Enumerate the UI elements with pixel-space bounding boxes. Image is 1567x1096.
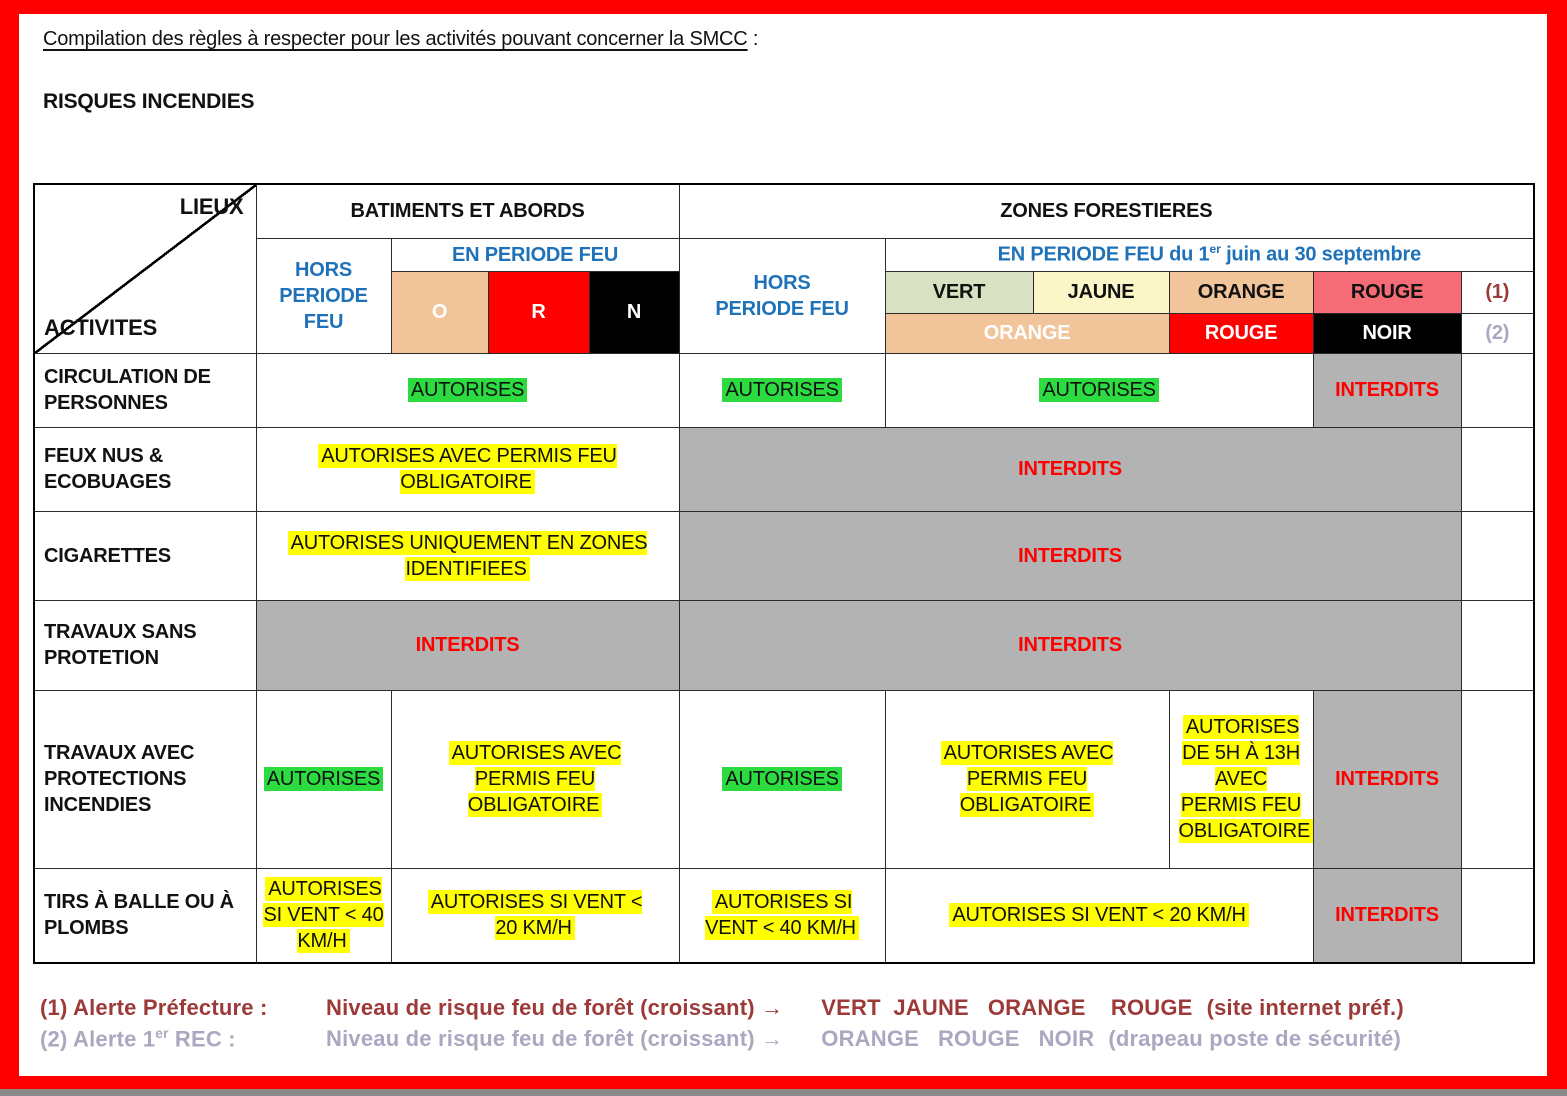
cell-travaux-avec-zf-vert-jaune — [885, 690, 1169, 868]
level-cell-rouge-rec: ROUGE — [1169, 313, 1313, 353]
cell-travaux-sans-zones: INTERDITS — [679, 600, 1461, 690]
note-1-marker: (1) — [1461, 271, 1534, 313]
cell-circulation-zf-vert-jaune-orange — [885, 353, 1313, 427]
corner-lieux-label: LIEUX — [179, 194, 244, 219]
footnote-2-label — [40, 1026, 326, 1052]
cell-travaux-avec-zf-hors — [679, 690, 885, 868]
page-border-bottom-gray — [0, 1089, 1567, 1096]
authorized-permit-highlight: AUTORISES AVEC PERMIS FEU OBLIGATOIRE — [449, 741, 622, 817]
corner-activites-label: ACTIVITES — [44, 314, 158, 340]
rules-table — [33, 183, 1535, 964]
footnote-1-label: (1) Alerte Préfecture : — [40, 995, 268, 1020]
footnote-2-suffix: (drapeau poste de sécurité) — [1108, 1026, 1402, 1052]
authorized-hours-highlight: AUTORISES DE 5H À 13H AVEC PERMIS FEU OBLIGATOIRE — [1179, 715, 1314, 843]
authorized-permit-highlight: AUTORISES AVEC PERMIS FEU OBLIGATOIRE — [318, 444, 616, 494]
table-row — [34, 511, 1534, 600]
authorized-highlight: AUTORISES — [1039, 378, 1158, 402]
activity-label-travaux-sans: TRAVAUX SANS PROTETION — [34, 600, 256, 690]
activity-label-circulation: CIRCULATION DE PERSONNES — [34, 353, 256, 427]
table-row — [34, 353, 1534, 427]
document-title-colon: : — [747, 28, 759, 50]
page-border-left — [0, 0, 19, 1089]
cell-travaux-avec-zf-orange — [1169, 690, 1313, 868]
cell-circulation-zf-hors — [679, 353, 885, 427]
cell-text-wrap — [415, 740, 655, 818]
cell-text-wrap — [907, 740, 1147, 818]
note-2-marker: (2) — [1461, 313, 1534, 353]
level-cell-orange-rec: ORANGE — [885, 313, 1169, 353]
activity-label-cigarettes: CIGARETTES — [34, 511, 256, 600]
section-heading: RISQUES INCENDIES — [43, 90, 255, 113]
table-row — [34, 600, 1534, 690]
corner-cell — [34, 184, 256, 353]
level-cell-o: O — [391, 271, 488, 353]
table-row — [34, 427, 1534, 511]
note-cell-empty — [1461, 511, 1534, 600]
header-bat-en-periode: EN PERIODE FEU — [391, 238, 679, 271]
zf-en-periode-text-1: EN PERIODE FEU du 1 — [997, 243, 1210, 266]
activity-label-feux-nus: FEUX NUS & ECOBUAGES — [34, 427, 256, 511]
cell-tirs-zf-hors — [679, 868, 885, 963]
cell-cigarettes-zones: INTERDITS — [679, 511, 1461, 600]
footnote-1 — [40, 995, 1520, 1021]
footnote-1-levels: VERT JAUNE ORANGE ROUGE — [821, 995, 1193, 1020]
cell-text-wrap — [415, 889, 655, 941]
cell-feux-batiments — [256, 427, 679, 511]
footnote-2 — [40, 1026, 1520, 1052]
activity-label-tirs: TIRS À BALLE OU À PLOMBS — [34, 868, 256, 963]
authorized-highlight: AUTORISES — [722, 378, 841, 402]
footnote-2-label-text: (2) Alerte 1 — [40, 1026, 156, 1052]
note-cell-empty — [1461, 353, 1534, 427]
footnote-1-suffix: (site internet préf.) — [1206, 995, 1404, 1020]
header-bat-hors-text: HORS PERIODE FEU — [279, 258, 368, 333]
header-zf-hors-periode — [679, 238, 885, 353]
authorized-highlight: AUTORISES — [408, 378, 527, 402]
wind-limit-highlight: AUTORISES SI VENT < 20 KM/H — [949, 903, 1248, 927]
cell-tirs-bat-en — [391, 868, 679, 963]
footnote-2-levels: ORANGE ROUGE NOIR — [821, 1026, 1095, 1052]
wind-limit-highlight: AUTORISES SI VENT < 40 KM/H — [263, 878, 384, 953]
authorized-zones-highlight: AUTORISES UNIQUEMENT EN ZONES IDENTIFIEES — [288, 531, 648, 581]
cell-text-wrap — [318, 443, 618, 495]
level-cell-r: R — [488, 271, 589, 353]
header-batiments: BATIMENTS ET ABORDS — [256, 184, 679, 238]
level-cell-jaune: JAUNE — [1033, 271, 1169, 313]
cell-feux-zones: INTERDITS — [679, 427, 1461, 511]
cell-travaux-sans-batiments: INTERDITS — [256, 600, 679, 690]
page-border-top — [0, 0, 1567, 14]
header-zf-en-periode — [885, 238, 1534, 271]
level-cell-rouge: ROUGE — [1313, 271, 1461, 313]
document-title — [43, 28, 758, 51]
footnotes — [40, 995, 1520, 1057]
zf-en-periode-sup: er — [1209, 242, 1221, 257]
cell-cigarettes-batiments — [256, 511, 679, 600]
cell-tirs-zf-vert-jaune-orange — [885, 868, 1313, 963]
document-title-text: Compilation des règles à respecter pour les activités pouvant concerner la SMCC — [43, 28, 748, 50]
cell-travaux-avec-zf-rouge: INTERDITS — [1313, 690, 1461, 868]
authorized-highlight: AUTORISES — [264, 767, 383, 791]
footnote-2-label-sup: er — [155, 1026, 169, 1041]
wind-limit-highlight: AUTORISES SI VENT < 40 KM/H — [705, 890, 859, 940]
cell-text-wrap — [697, 889, 867, 941]
footnote-1-text: Niveau de risque feu de forêt (croissant) → — [326, 995, 784, 1020]
level-cell-n: N — [589, 271, 679, 353]
level-cell-orange: ORANGE — [1169, 271, 1313, 313]
authorized-permit-highlight: AUTORISES AVEC PERMIS FEU OBLIGATOIRE — [941, 741, 1114, 817]
note-cell-empty — [1461, 690, 1534, 868]
cell-travaux-avec-bat-hors — [256, 690, 391, 868]
header-zf-hors-text: HORS PERIODE FEU — [715, 271, 849, 320]
footnote-2-label-text-2: REC : — [168, 1026, 236, 1052]
note-cell-empty — [1461, 427, 1534, 511]
cell-text-wrap — [1178, 714, 1311, 844]
footnote-2-text: Niveau de risque feu de forêt (croissant) → — [326, 1026, 784, 1052]
cell-travaux-avec-bat-en — [391, 690, 679, 868]
level-cell-noir-rec: NOIR — [1313, 313, 1461, 353]
cell-circulation-zf-rouge: INTERDITS — [1313, 353, 1461, 427]
note-cell-empty — [1461, 868, 1534, 963]
table-row — [34, 868, 1534, 963]
cell-tirs-zf-rouge: INTERDITS — [1313, 868, 1461, 963]
cell-tirs-bat-hors — [256, 868, 391, 963]
activity-label-travaux-avec: TRAVAUX AVEC PROTECTIONS INCENDIES — [34, 690, 256, 868]
cell-circulation-batiments — [256, 353, 679, 427]
page-border-right — [1547, 0, 1567, 1089]
note-cell-empty — [1461, 600, 1534, 690]
cell-text-wrap — [283, 530, 653, 582]
header-zones-forestieres: ZONES FORESTIERES — [679, 184, 1534, 238]
level-cell-vert: VERT — [885, 271, 1033, 313]
zf-en-periode-text-2: juin au 30 septembre — [1220, 243, 1422, 266]
wind-limit-highlight: AUTORISES SI VENT < 20 KM/H — [428, 890, 643, 940]
authorized-highlight: AUTORISES — [722, 767, 841, 791]
cell-text-wrap — [261, 876, 386, 954]
table-row — [34, 690, 1534, 868]
header-bat-hors-periode — [256, 238, 391, 353]
page-border-bottom — [0, 1076, 1567, 1089]
